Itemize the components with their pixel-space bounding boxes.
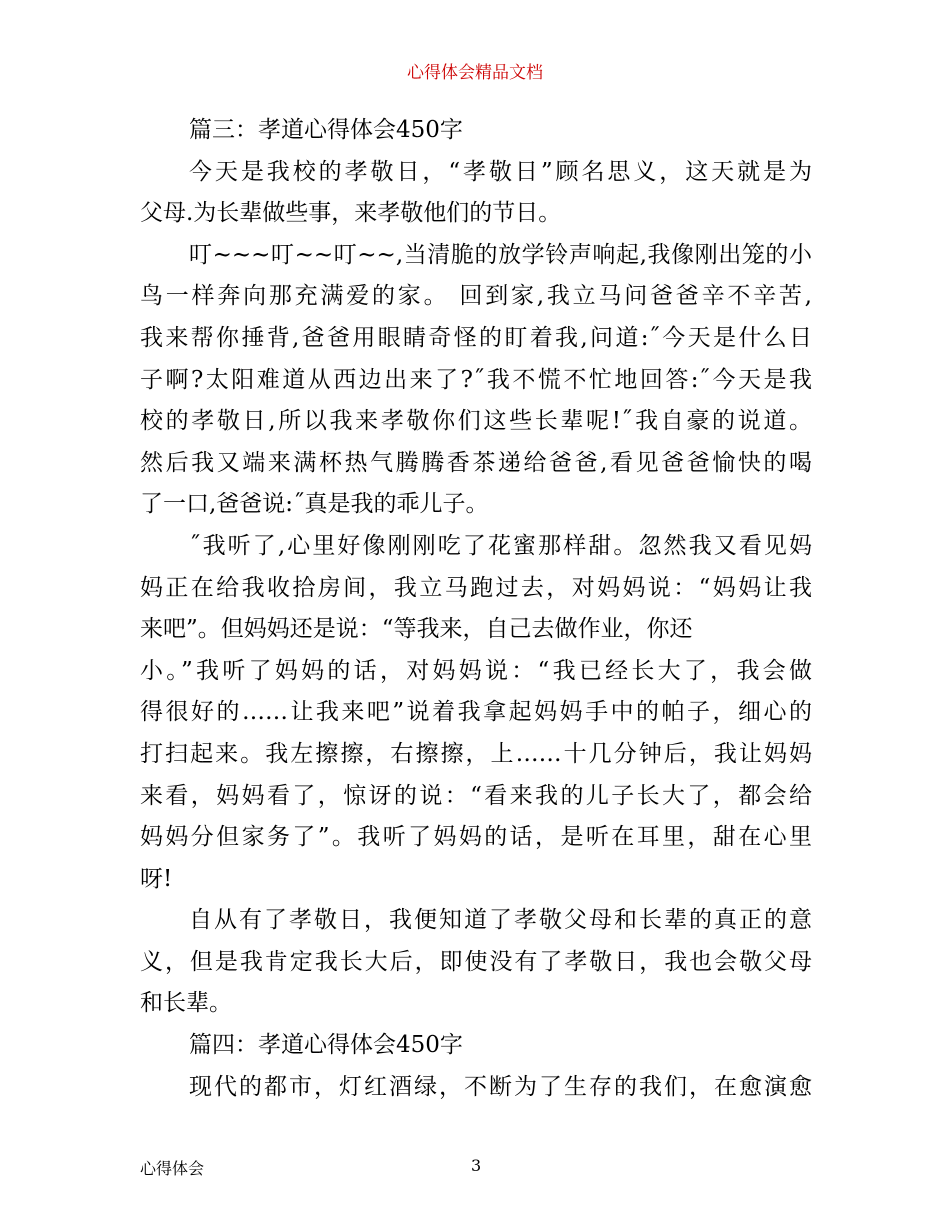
text-line: 得很好的……让我来吧”说着我拿起妈妈手中的帕子，细心的 xyxy=(140,699,812,726)
footer-label: 心得体会 xyxy=(140,1159,205,1178)
text-line: 呀! xyxy=(140,865,173,892)
text-line: 妈正在给我收拾房间，我立马跑过去，对妈妈说：“妈妈让我 xyxy=(140,574,812,601)
document-body xyxy=(140,110,812,1108)
text-line: 然后我又端来满杯热气腾腾香茶递给爸爸,看见爸爸愉快的喝 xyxy=(140,449,812,476)
page-number: 3 xyxy=(471,1156,482,1175)
text-line: 叮~~~叮~~叮~~,当清脆的放学铃声响起,我像刚出笼的小 xyxy=(189,241,812,268)
text-line: 来吧”。但妈妈还是说：“等我来，自己去做作业，你还 xyxy=(140,616,693,643)
text-line: 我来帮你捶背,爸爸用眼睛奇怪的盯着我,问道:˝今天是什么日 xyxy=(140,324,812,351)
document-header: 心得体会精品文档 xyxy=(407,63,543,83)
text-line: 今天是我校的孝敬日，“孝敬日”顾名思义，这天就是为 xyxy=(189,158,812,185)
text-line: 义，但是我肯定我长大后，即使没有了孝敬日，我也会敬父母 xyxy=(140,948,812,975)
text-line: 来看，妈妈看了，惊讶的说：“看来我的儿子长大了，都会给 xyxy=(140,782,812,809)
text-line: 子啊?太阳难道从西边出来了?˝我不慌不忙地回答:˝今天是我 xyxy=(140,366,812,393)
text-line: 父母.为长辈做些事，来孝敬他们的节日。 xyxy=(140,200,562,227)
section-heading: 篇三：孝道心得体会450字 xyxy=(189,117,463,143)
text-line: 自从有了孝敬日，我便知道了孝敬父母和长辈的真正的意 xyxy=(189,907,812,934)
text-line: 了一口,爸爸说:˝真是我的乖儿子。 xyxy=(140,491,489,518)
text-line: ˝我听了,心里好像刚刚吃了花蜜那样甜。忽然我又看见妈 xyxy=(189,532,812,559)
text-line: 和长辈。 xyxy=(140,990,232,1017)
text-line: 妈妈分但家务了”。我听了妈妈的话，是听在耳里，甜在心里 xyxy=(140,824,812,851)
section-heading: 篇四：孝道心得体会450字 xyxy=(189,1032,463,1059)
text-line: 校的孝敬日,所以我来孝敬你们这些长辈呢!˝我自豪的说道。 xyxy=(140,408,812,435)
text-line: 小。”我听了妈妈的话，对妈妈说：“我已经长大了，我会做 xyxy=(140,657,812,684)
text-line: 鸟一样奔向那充满爱的家。 回到家,我立马问爸爸辛不辛苦, xyxy=(140,283,812,310)
text-line: 现代的都市，灯红酒绿，不断为了生存的我们，在愈演愈 xyxy=(189,1073,812,1100)
text-line: 打扫起来。我左擦擦，右擦擦，上……十几分钟后，我让妈妈 xyxy=(140,740,812,767)
